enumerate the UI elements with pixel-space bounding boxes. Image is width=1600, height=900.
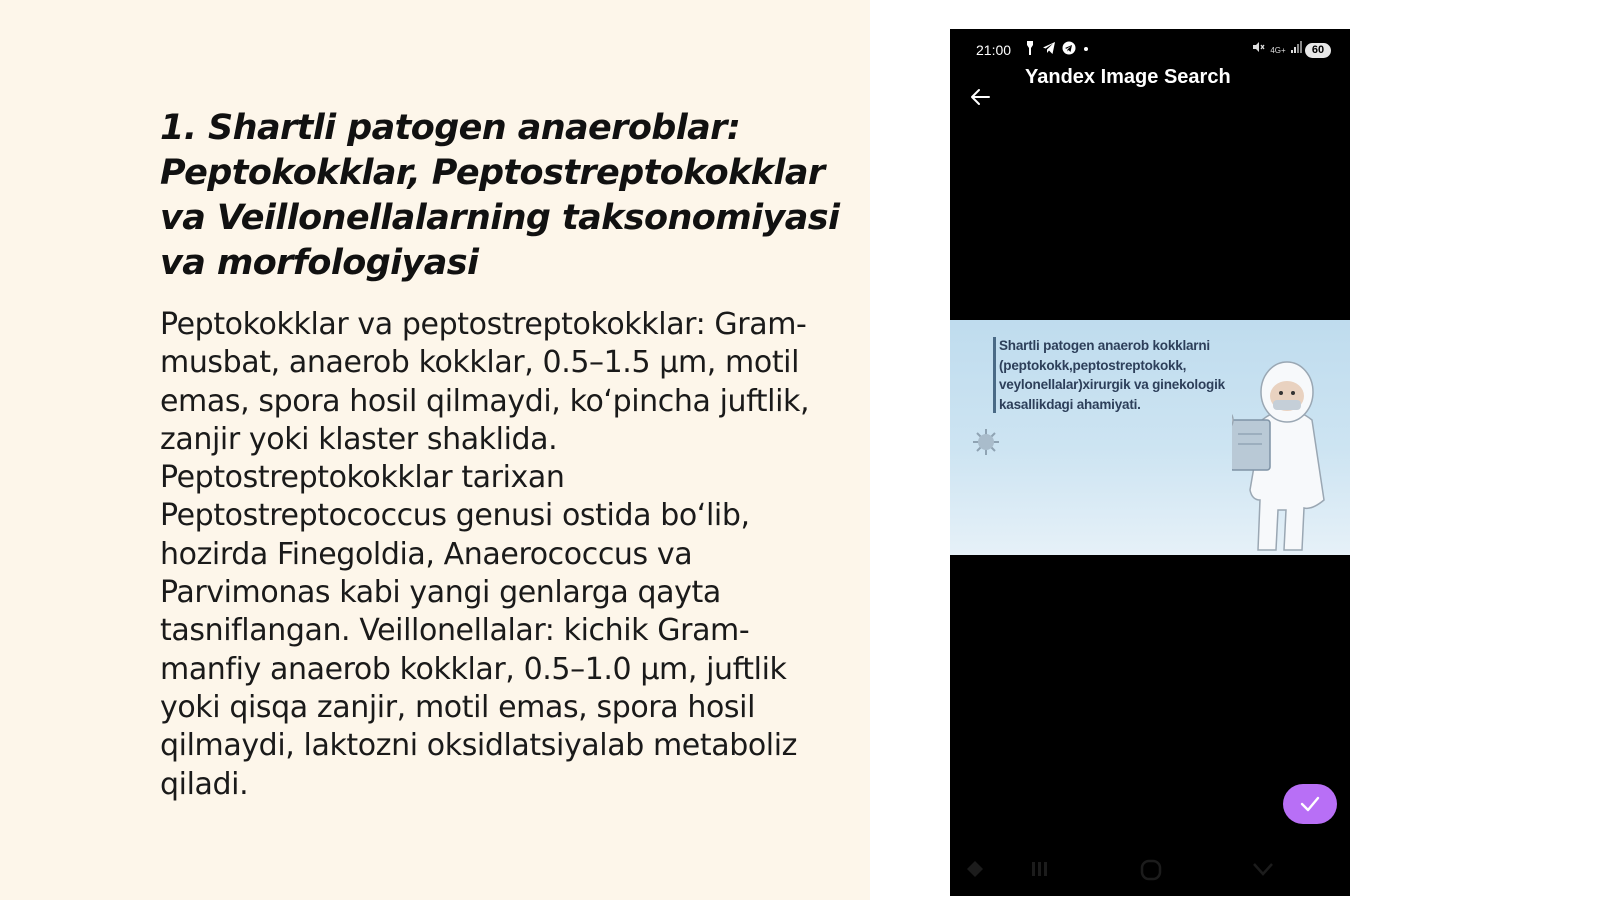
search-result-image[interactable] bbox=[950, 320, 1350, 555]
status-notification-icons bbox=[1025, 41, 1089, 58]
arrow-left-icon bbox=[969, 86, 991, 108]
battery-indicator: 60 bbox=[1305, 43, 1331, 58]
status-system-icons bbox=[1252, 41, 1303, 56]
app-title: Yandex Image Search bbox=[1025, 66, 1231, 88]
network-type-label: 4G+ bbox=[1270, 46, 1286, 55]
status-time: 21:00 bbox=[976, 42, 1012, 58]
thumbnail-accent-bar bbox=[993, 337, 996, 413]
thumbnail-caption: Shartli patogen anaerob kokklarni (peptokokk,peptostreptokokk, veylonellalar)xirurgik va ginekologik kasallikdagi ahamiyati. bbox=[999, 338, 1225, 412]
check-icon bbox=[1300, 796, 1320, 812]
status-bar bbox=[950, 29, 1350, 71]
recents-icon[interactable] bbox=[1030, 859, 1050, 883]
telegram-icon bbox=[1042, 41, 1056, 55]
mute-icon bbox=[1252, 41, 1265, 53]
home-icon[interactable] bbox=[966, 860, 984, 882]
slide-body-text: Peptokokklar va peptostreptokokklar: Gram-musbat, anaerob kokklar, 0.5–1.5 μm, motil emas, spora hosil qilmaydi, ko‘pincha juftlik, zanjir yoki klaster shaklida. Peptostreptokokklar tarixan Peptostreptococcus genusi ostida bo‘lib, hozirda Finegoldia, Anaerococcus va Parvimonas kabi yangi genlarga qayta tasniflangan. Veillonellalar: kichik Gram-manfiy anaerob kokklar, 0.5–1.0 μm, juftlik yoki qisqa zanjir, motil emas, spora hosil qilmaydi, laktozni oksidlatsiyalab metaboliz qiladi. bbox=[160, 307, 810, 802]
virus-icon bbox=[972, 428, 1000, 456]
circle-home-icon[interactable] bbox=[1140, 859, 1162, 885]
confirm-button[interactable] bbox=[1283, 784, 1337, 824]
doctor-illustration bbox=[1232, 350, 1342, 555]
telegram-icon bbox=[1062, 41, 1076, 55]
dot-icon bbox=[1083, 41, 1089, 55]
slide-title: 1. Shartli patogen anaeroblar: Peptokokklar, Peptostreptokokklar va Veillonellalarning taksonomiyasi va morfologiyasi bbox=[160, 108, 840, 283]
phone-screenshot bbox=[950, 29, 1350, 896]
flashlight-icon bbox=[1025, 41, 1035, 55]
signal-icon bbox=[1291, 41, 1303, 53]
back-chevron-icon[interactable] bbox=[1252, 860, 1274, 882]
back-button[interactable] bbox=[964, 81, 996, 113]
system-nav-bar bbox=[950, 844, 1350, 896]
